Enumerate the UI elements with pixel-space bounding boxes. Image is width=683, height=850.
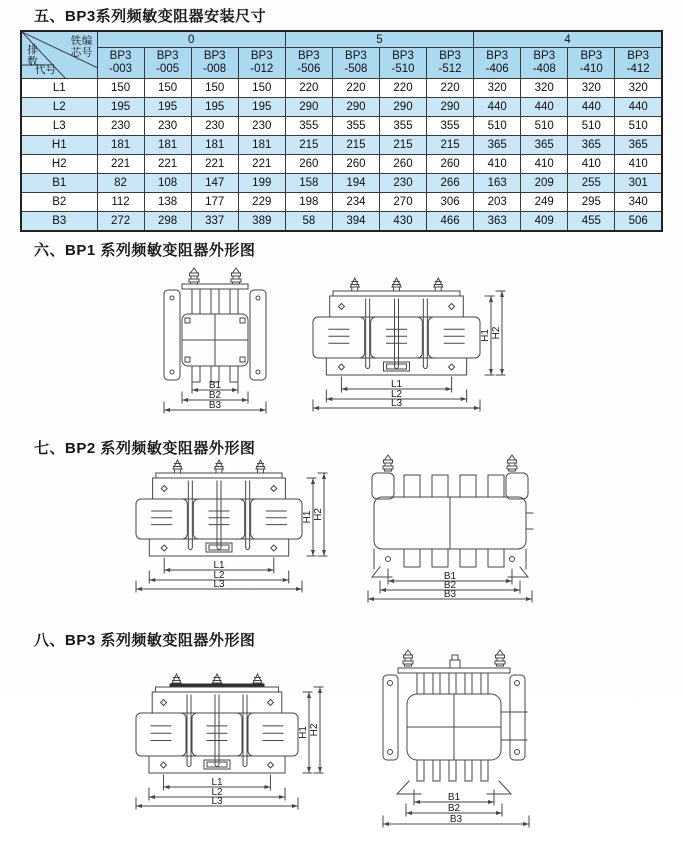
dim-value-cell: 440: [474, 98, 521, 117]
dim-value-cell: 295: [568, 193, 615, 212]
dim-value-cell: 389: [238, 212, 285, 231]
dim-label-b3: B3: [208, 400, 222, 411]
bp3-front-view-figure: [136, 674, 326, 812]
table-body: [21, 79, 662, 231]
dim-value-cell: 260: [285, 155, 332, 174]
bp2-side-view-figure: [366, 455, 534, 601]
dim-value-cell: 290: [332, 98, 379, 117]
corner-label-code: 代号: [35, 64, 56, 76]
section8-title: 八、BP3 系列频敏变阻器外形图: [34, 632, 256, 649]
dim-value-cell: 221: [238, 155, 285, 174]
table-header: [21, 31, 662, 79]
dim-label-b3: B3: [443, 589, 457, 600]
dim-value-cell: 108: [144, 174, 191, 193]
dim-value-cell: 410: [615, 155, 662, 174]
corner-label-row-count: 排数: [26, 43, 38, 67]
dim-value-cell: 410: [568, 155, 615, 174]
dim-value-cell: 306: [427, 193, 474, 212]
dim-label-l3: L3: [213, 579, 225, 590]
dim-value-cell: 410: [474, 155, 521, 174]
dim-value-cell: 355: [427, 117, 474, 136]
dim-value-cell: 221: [144, 155, 191, 174]
dim-value-cell: 255: [568, 174, 615, 193]
dim-value-cell: 195: [191, 98, 238, 117]
dim-value-cell: 150: [238, 79, 285, 98]
dim-value-cell: 234: [332, 193, 379, 212]
model-header-cell: BP3 -008: [191, 48, 238, 79]
table-row: [21, 212, 662, 231]
bp3-side-view-figure: [380, 650, 532, 828]
bp1-side-view-figure: [162, 268, 268, 412]
model-header-cell: BP3 -506: [285, 48, 332, 79]
dim-value-cell: 298: [144, 212, 191, 231]
dim-label-b1: B1: [208, 380, 222, 391]
dim-value-cell: 230: [238, 117, 285, 136]
dim-value-cell: 220: [379, 79, 426, 98]
dim-label-b2: B2: [443, 580, 457, 591]
dim-value-cell: 195: [97, 98, 144, 117]
dim-value-cell: 181: [144, 136, 191, 155]
section5-title: 五、BP3系列频敏变阻器安装尺寸: [34, 8, 267, 25]
model-header-cell: BP3 -406: [474, 48, 521, 79]
dim-label-h2: H2: [309, 723, 320, 737]
dim-value-cell: 430: [379, 212, 426, 231]
dim-value-cell: 272: [97, 212, 144, 231]
dim-value-cell: 410: [521, 155, 568, 174]
group-header-row: [21, 31, 662, 48]
dim-value-cell: 260: [379, 155, 426, 174]
model-header-cell: BP3 -508: [332, 48, 379, 79]
table-row: [21, 79, 662, 98]
dim-value-cell: 147: [191, 174, 238, 193]
dim-value-cell: 337: [191, 212, 238, 231]
dim-value-cell: 112: [97, 193, 144, 212]
dim-value-cell: 365: [521, 136, 568, 155]
dim-value-cell: 290: [379, 98, 426, 117]
dim-value-cell: 320: [474, 79, 521, 98]
dim-label-b1: B1: [447, 792, 461, 803]
row-code-cell: H2: [21, 155, 97, 174]
model-header-row: [21, 48, 662, 79]
dim-label-l2: L2: [213, 570, 225, 581]
dim-value-cell: 290: [285, 98, 332, 117]
dim-value-cell: 209: [521, 174, 568, 193]
dim-value-cell: 195: [238, 98, 285, 117]
dim-value-cell: 365: [474, 136, 521, 155]
dim-value-cell: 230: [379, 174, 426, 193]
model-header-cell: BP3 -003: [97, 48, 144, 79]
dim-label-h2: H2: [313, 508, 324, 521]
dim-value-cell: 266: [427, 174, 474, 193]
dim-value-cell: 220: [332, 79, 379, 98]
dim-value-cell: 249: [521, 193, 568, 212]
dim-value-cell: 365: [568, 136, 615, 155]
dim-value-cell: 220: [427, 79, 474, 98]
dim-value-cell: 221: [191, 155, 238, 174]
dim-value-cell: 199: [238, 174, 285, 193]
dim-value-cell: 150: [191, 79, 238, 98]
dim-value-cell: 229: [238, 193, 285, 212]
dim-value-cell: 320: [521, 79, 568, 98]
dimension-table: [20, 30, 663, 232]
model-header-cell: BP3 -012: [238, 48, 285, 79]
dim-label-h1: H1: [298, 726, 309, 739]
dim-value-cell: 195: [144, 98, 191, 117]
dim-value-cell: 506: [615, 212, 662, 231]
table-row: [21, 117, 662, 136]
table-row: [21, 174, 662, 193]
dim-value-cell: 163: [474, 174, 521, 193]
dim-value-cell: 355: [332, 117, 379, 136]
dim-value-cell: 363: [474, 212, 521, 231]
dim-value-cell: 220: [285, 79, 332, 98]
model-header-cell: BP3 -410: [568, 48, 615, 79]
corner-label-core-number: 铁芯编号: [69, 34, 93, 58]
dim-value-cell: 215: [285, 136, 332, 155]
dim-label-b3: B3: [449, 814, 463, 825]
row-code-cell: B3: [21, 212, 97, 231]
dim-value-cell: 82: [97, 174, 144, 193]
dim-value-cell: 510: [521, 117, 568, 136]
dim-value-cell: 466: [427, 212, 474, 231]
dim-value-cell: 320: [568, 79, 615, 98]
dim-value-cell: 181: [238, 136, 285, 155]
row-code-cell: H1: [21, 136, 97, 155]
model-header-cell: BP3 -512: [427, 48, 474, 79]
dim-label-b2: B2: [447, 803, 461, 814]
dim-value-cell: 355: [285, 117, 332, 136]
row-code-cell: B1: [21, 174, 97, 193]
bp2-front-view-figure: [136, 460, 330, 595]
dim-value-cell: 394: [332, 212, 379, 231]
dim-value-cell: 455: [568, 212, 615, 231]
table-row: [21, 155, 662, 174]
row-code-cell: L1: [21, 79, 97, 98]
dim-value-cell: 355: [379, 117, 426, 136]
dim-value-cell: 290: [427, 98, 474, 117]
dim-label-l2: L2: [390, 389, 403, 400]
dim-value-cell: 230: [191, 117, 238, 136]
corner-header-cell: [21, 31, 97, 79]
dim-value-cell: 440: [521, 98, 568, 117]
dim-label-h2: H2: [491, 326, 502, 340]
dim-value-cell: 230: [97, 117, 144, 136]
dim-value-cell: 181: [191, 136, 238, 155]
section6-title: 六、BP1 系列频敏变阻器外形图: [34, 242, 256, 259]
dim-value-cell: 320: [615, 79, 662, 98]
core-group-header-4: 4: [474, 31, 662, 48]
dim-value-cell: 177: [191, 193, 238, 212]
dim-value-cell: 138: [144, 193, 191, 212]
dim-value-cell: 181: [97, 136, 144, 155]
dim-value-cell: 510: [568, 117, 615, 136]
dim-value-cell: 58: [285, 212, 332, 231]
dim-value-cell: 158: [285, 174, 332, 193]
model-header-cell: BP3 -412: [615, 48, 662, 79]
dim-value-cell: 440: [615, 98, 662, 117]
model-header-cell: BP3 -408: [521, 48, 568, 79]
dim-label-b1: B1: [443, 571, 457, 582]
dim-value-cell: 365: [615, 136, 662, 155]
dim-label-h1: H1: [480, 329, 491, 342]
model-header-cell: BP3 -510: [379, 48, 426, 79]
dim-label-l1: L1: [213, 560, 225, 571]
table-row: [21, 98, 662, 117]
core-group-header-0: 0: [97, 31, 285, 48]
dim-label-l2: L2: [211, 787, 223, 798]
dim-value-cell: 221: [97, 155, 144, 174]
model-header-cell: BP3 -005: [144, 48, 191, 79]
dim-value-cell: 198: [285, 193, 332, 212]
dim-label-l1: L1: [390, 379, 403, 390]
dim-value-cell: 260: [332, 155, 379, 174]
dim-label-l3: L3: [211, 796, 223, 807]
dim-value-cell: 440: [568, 98, 615, 117]
table-row: [21, 193, 662, 212]
dim-value-cell: 150: [97, 79, 144, 98]
dim-value-cell: 340: [615, 193, 662, 212]
section7-title: 七、BP2 系列频敏变阻器外形图: [34, 440, 256, 457]
dim-label-b2: B2: [208, 390, 222, 401]
dim-value-cell: 270: [379, 193, 426, 212]
table-row: [21, 136, 662, 155]
dim-label-l3: L3: [390, 398, 403, 409]
dim-value-cell: 215: [427, 136, 474, 155]
dim-value-cell: 203: [474, 193, 521, 212]
dim-value-cell: 260: [427, 155, 474, 174]
row-code-cell: L3: [21, 117, 97, 136]
row-code-cell: B2: [21, 193, 97, 212]
dim-value-cell: 194: [332, 174, 379, 193]
row-code-cell: L2: [21, 98, 97, 117]
dim-value-cell: 409: [521, 212, 568, 231]
dim-value-cell: 510: [615, 117, 662, 136]
dim-value-cell: 510: [474, 117, 521, 136]
dim-value-cell: 230: [144, 117, 191, 136]
dim-value-cell: 301: [615, 174, 662, 193]
dim-value-cell: 150: [144, 79, 191, 98]
dim-value-cell: 215: [379, 136, 426, 155]
dim-value-cell: 215: [332, 136, 379, 155]
dim-label-h1: H1: [302, 510, 313, 524]
dim-label-l1: L1: [211, 777, 223, 788]
bp1-front-view-figure: [313, 278, 508, 414]
core-group-header-5: 5: [285, 31, 473, 48]
